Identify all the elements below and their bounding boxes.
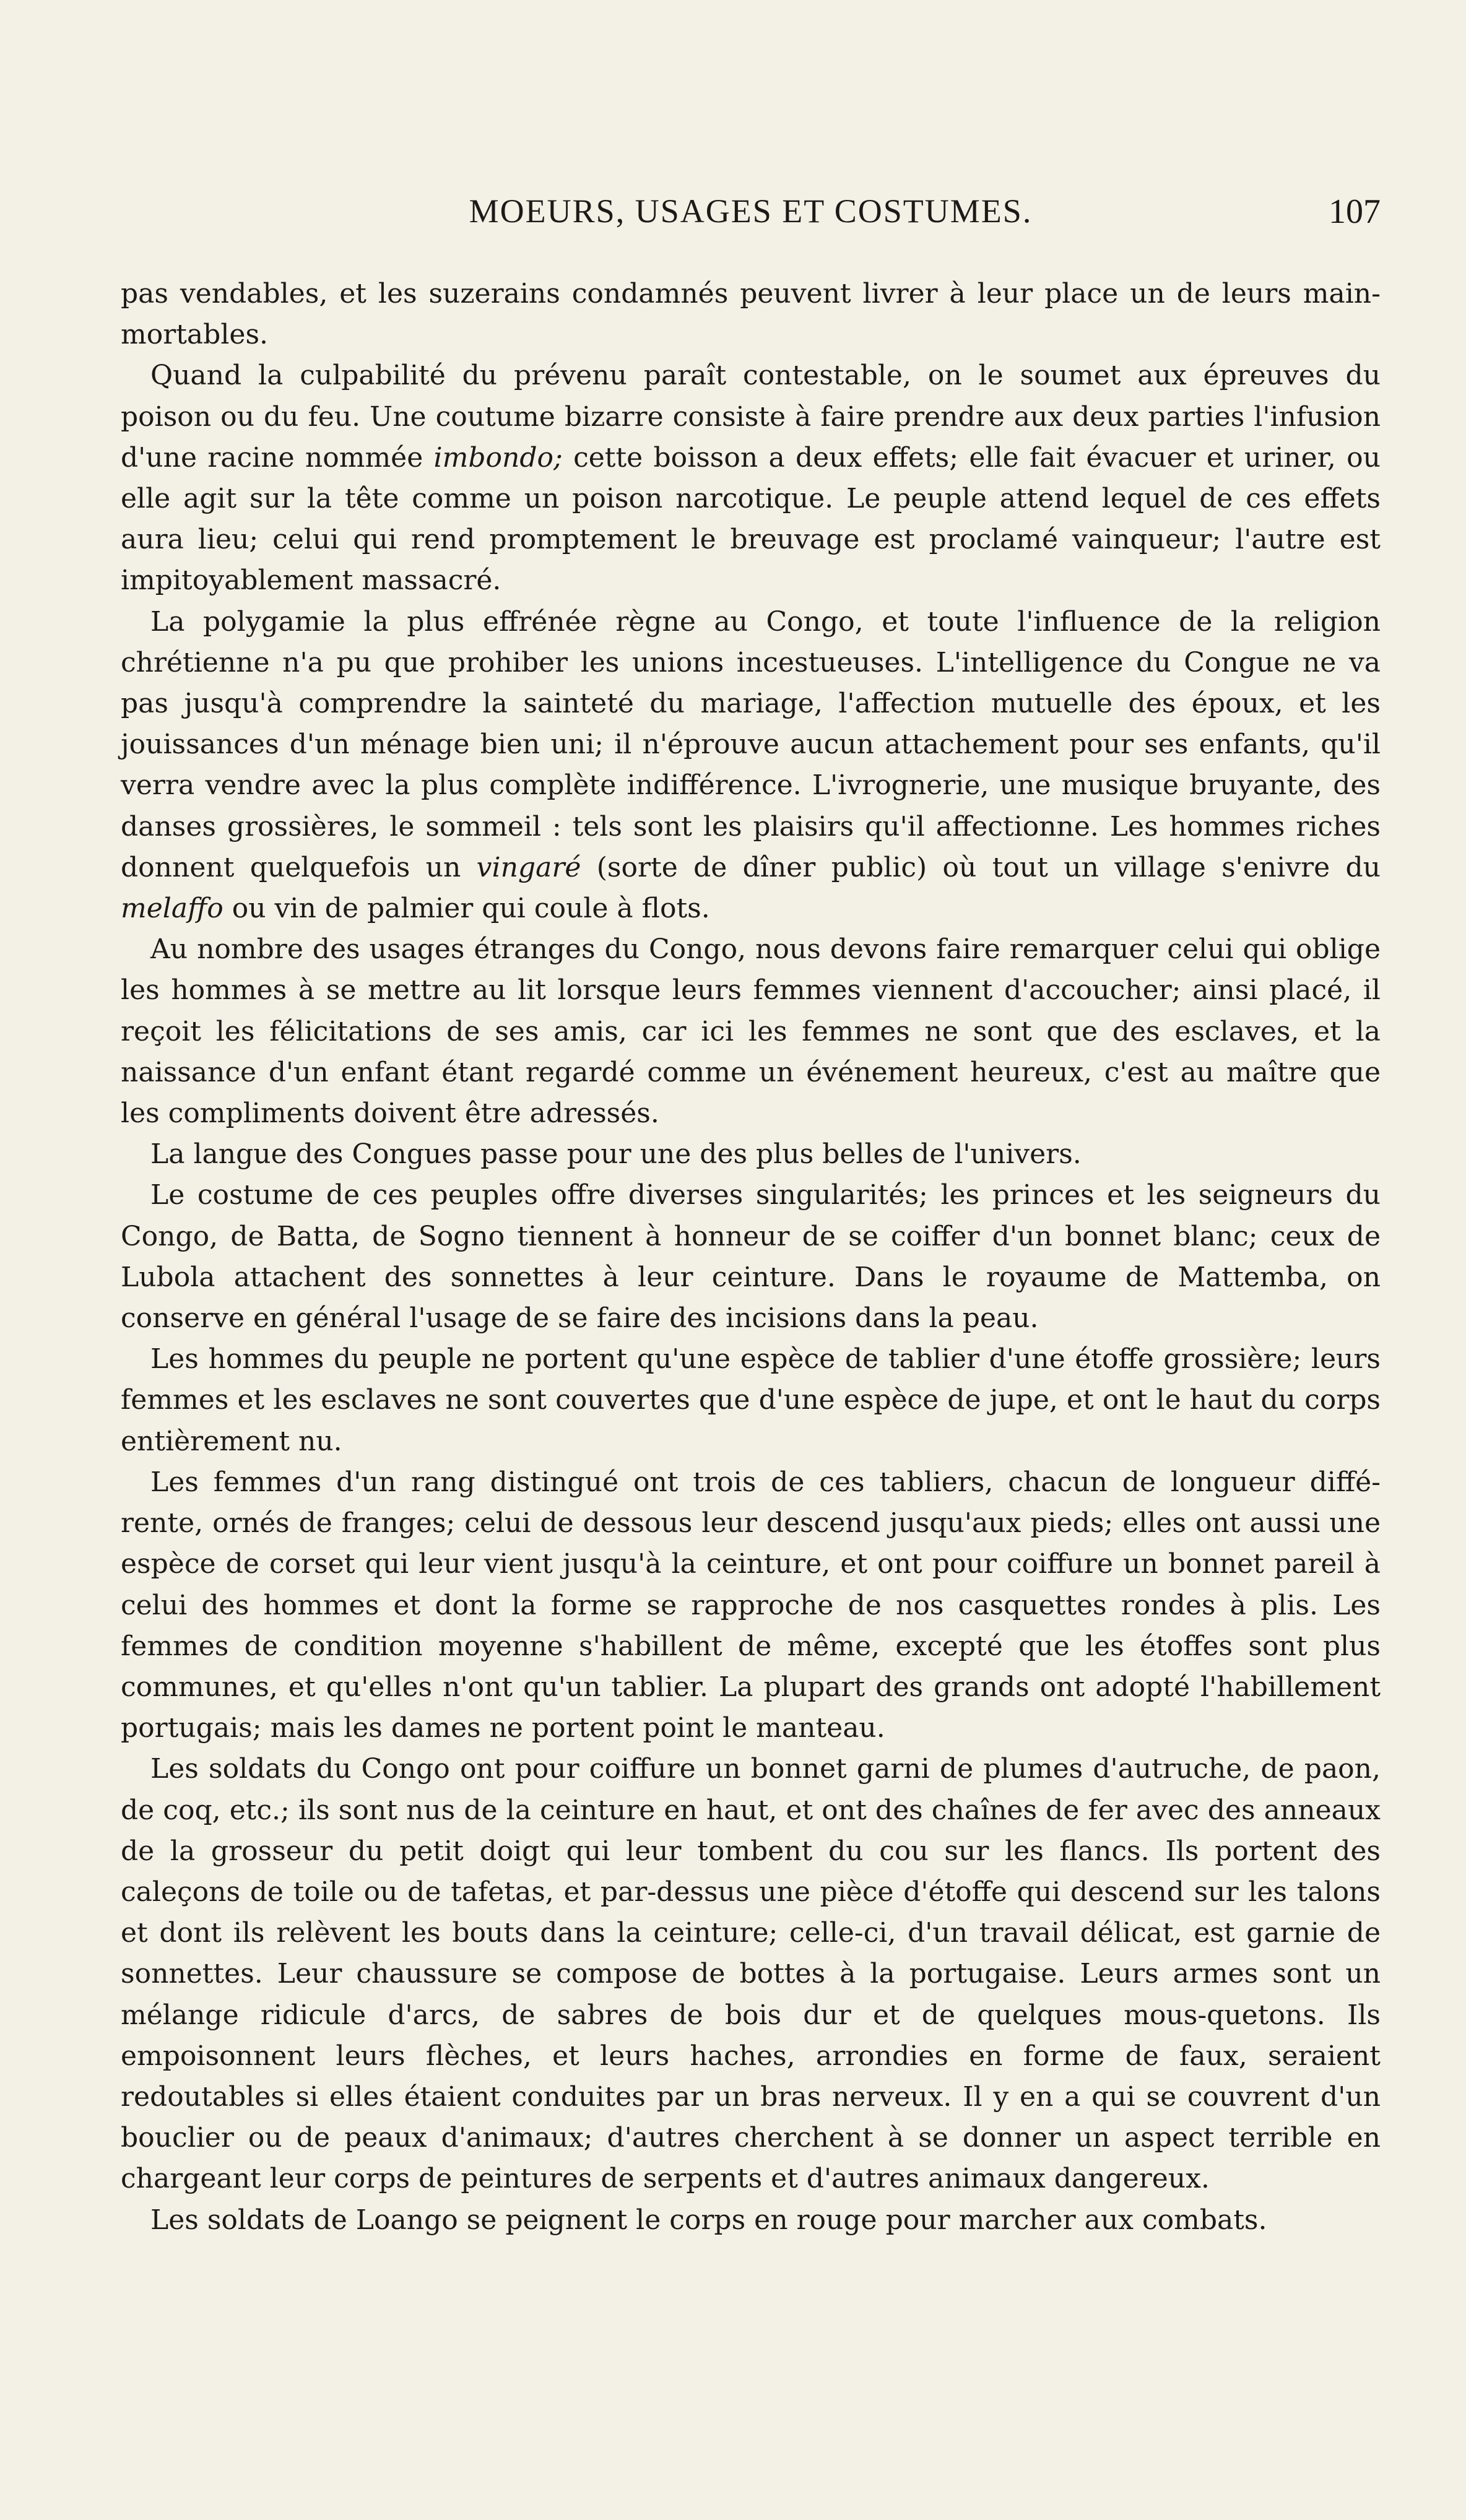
running-title: MOEURS, USAGES ET COSTUMES.: [469, 193, 1033, 230]
paragraph: [121, 929, 1381, 1134]
paragraph: [121, 1749, 1381, 2199]
paragraph: [121, 602, 1381, 930]
text-segment: Les soldats du Congo ont pour coiffure un bonnet garni de plumes d'autruche, de paon, de coq, etc.; ils sont nus de la ceinture en haut, et ont des chaînes de fer avec des anneaux de la grosseur du petit doigt qui leur tombent du cou sur les flancs. Ils portent des caleçons de toile ou de tafetas, et par-dessus une pièce d'étoffe qui descend sur les talons et dont ils relèvent les bouts dans la ceinture; celle-ci, d'un travail délicat, est garnie de sonnettes. Leur chaussure se compose de bottes à la portugaise. Leurs armes sont un mélange ridicule d'arcs, de sabres de bois dur et de quelques mous-quetons. Ils empoisonnent leurs flèches, et leurs haches, arrondies en forme de faux, seraient redoutables si elles étaient conduites par un bras nerveux. Il y en a qui se couvrent d'un bouclier ou de peaux d'animaux; d'autres cherchent à se donner un aspect terrible en chargeant leur corps de peintures de serpents et d'autres animaux dangereux.: [121, 1753, 1381, 2195]
text-segment: Quand la culpabilité du prévenu paraît contestable, on le soumet aux épreuves du poison ou du feu. Une coutume bizarre consiste à faire prendre aux deux parties l'infusion d'une racine nommée: [121, 360, 1381, 474]
italic-term: melaffo: [121, 893, 223, 925]
paragraph: [121, 355, 1381, 601]
text-segment: ou vin de palmier qui coule à flots.: [223, 893, 710, 925]
text-segment: pas vendables, et les suzerains condamnés peuvent livrer à leur place un de leurs main-mortables.: [121, 278, 1381, 351]
paragraph: [121, 1339, 1381, 1462]
text-segment: Les femmes d'un rang distingué ont trois de ces tabliers, chacun de longueur diffé-rente, ornés de franges; celui de dessous leur descend jusqu'aux pieds; elles ont aussi une espèce de corset qui leur vient jusqu'à la ceinture, et ont pour coiffure un bonnet pareil à celui des hommes et dont la forme se rapproche de nos casquettes rondes à plis. Les femmes de condition moyenne s'habillent de même, excepté que les étoffes sont plus communes, et qu'elles n'ont qu'un tablier. La plupart des grands ont adopté l'habillement portugais; mais les dames ne portent point le manteau.: [121, 1466, 1381, 1744]
book-page: [121, 192, 1381, 2241]
running-header: [121, 192, 1381, 241]
text-segment: La langue des Congues passe pour une des plus belles de l'univers.: [150, 1138, 1082, 1171]
text-segment: La polygamie la plus effrénée règne au Congo, et toute l'influence de la religion chrétienne n'a pu que prohiber les unions incestueuses. L'intelligence du Congue ne va pas jusqu'à comprendre la sainteté du mariage, l'affection mutuelle des époux, et les jouissances d'un ménage bien uni; il n'éprouve aucun attachement pour ses enfants, qu'il verra vendre avec la plus complète indifférence. L'ivrognerie, une musique bruyante, des danses grossières, le sommeil : tels sont les plaisirs qu'il affectionne. Les hommes riches donnent quelquefois un: [121, 605, 1381, 883]
paragraph: [121, 1175, 1381, 1339]
paragraph: [121, 1134, 1381, 1175]
italic-term: vingaré: [476, 851, 581, 883]
text-segment: cette boisson a deux effets; elle fait évacuer et uriner, ou elle agit sur la tête comme un poison narcotique. Le peuple attend lequel de ces effets aura lieu; celui qui rend promptement le breuvage est proclamé vainqueur; l'autre est impitoyablement massacré.: [121, 441, 1381, 597]
page-number: 107: [1329, 193, 1381, 231]
paragraph: [121, 2200, 1381, 2241]
text-segment: Le costume de ces peuples offre diverses singularités; les princes et les seigneurs du Congo, de Batta, de Sogno tiennent à honneur de se coiffer d'un bonnet blanc; ceux de Lubola attachent des sonnettes à leur ceinture. Dans le royaume de Mattemba, on conserve en général l'usage de se faire des incisions dans la peau.: [121, 1179, 1381, 1335]
body-text: [121, 274, 1381, 2241]
italic-term: imbondo;: [433, 441, 563, 474]
text-segment: Les hommes du peuple ne portent qu'une espèce de tablier d'une étoffe grossière; leurs femmes et les esclaves ne sont couvertes que d'une espèce de jupe, et ont le haut du corps entièrement nu.: [121, 1343, 1381, 1457]
paragraph: [121, 274, 1381, 355]
text-segment: Les soldats de Loango se peignent le corps en rouge pour marcher aux combats.: [150, 2204, 1267, 2236]
text-segment: Au nombre des usages étranges du Congo, nous devons faire remarquer celui qui oblige les hommes à se mettre au lit lorsque leurs femmes viennent d'accoucher; ainsi placé, il reçoit les félicitations de ses amis, car ici les femmes ne sont que des esclaves, et la naissance d'un enfant étant regardé comme un événement heureux, c'est au maître que les compliments doivent être adressés.: [121, 933, 1381, 1130]
text-segment: (sorte de dîner public) où tout un village s'enivre du: [581, 851, 1381, 883]
paragraph: [121, 1462, 1381, 1749]
